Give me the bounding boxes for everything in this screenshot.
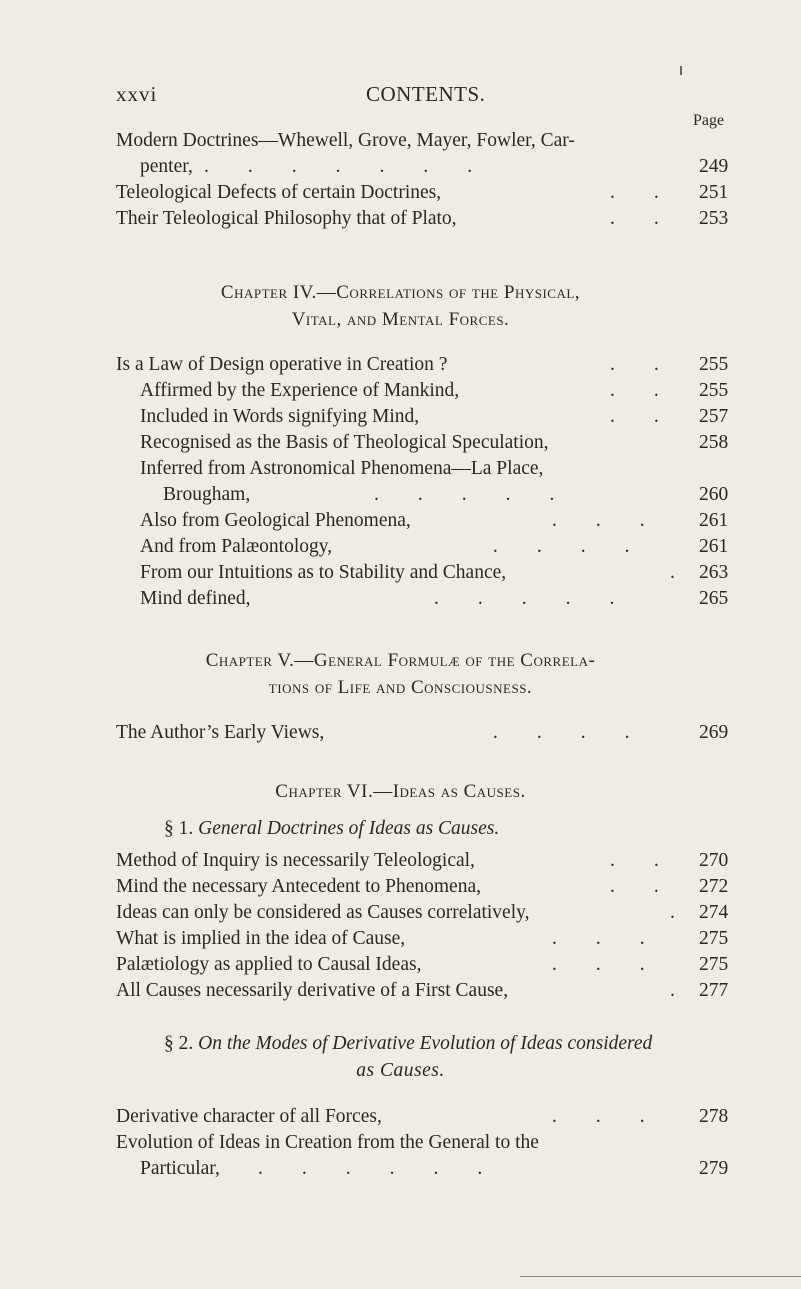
- entry-leader: . .: [610, 850, 659, 871]
- toc-entry: [0, 1132, 801, 1158]
- entry-text: Teleological Defects of certain Doctrines,: [116, 182, 442, 203]
- entry-page: 270: [699, 850, 729, 871]
- entry-text: Evolution of Ideas in Creation from the General to the: [116, 1132, 539, 1153]
- toc-entry: [0, 432, 801, 458]
- toc-entry: [0, 380, 801, 406]
- entry-text: Inferred from Astronomical Phenomena—La Place,: [140, 458, 544, 479]
- entry-text: Also from Geological Phenomena,: [140, 510, 411, 531]
- entry-page: 278: [699, 1106, 729, 1127]
- entry-page: 261: [699, 536, 729, 557]
- entry-text: Their Teleological Philosophy that of Plato,: [116, 208, 457, 229]
- entry-text: The Author’s Early Views,: [116, 722, 325, 743]
- entry-text: Particular,: [140, 1158, 220, 1179]
- entry-page: 249: [699, 156, 729, 177]
- section-title: On the Modes of Derivative Evolution of Ideas considered: [198, 1033, 653, 1054]
- toc-entry: [0, 354, 801, 380]
- chapter-heading: Chapter VI.—Ideas as Causes.: [275, 781, 526, 802]
- entry-leader: . . . .: [493, 722, 630, 743]
- page-number: xxvi: [116, 82, 158, 106]
- entry-page: 255: [699, 380, 729, 401]
- entry-page: 265: [699, 588, 729, 609]
- entry-leader: . . . .: [493, 536, 630, 557]
- entry-page: 263: [699, 562, 729, 583]
- toc-entry: [0, 458, 801, 484]
- entry-leader: . . . . .: [374, 484, 555, 505]
- page-column-label: Page: [693, 112, 725, 129]
- entry-text: Recognised as the Basis of Theological Speculation,: [140, 432, 549, 453]
- section-title: General Doctrines of Ideas as Causes.: [198, 818, 500, 839]
- section-title-continued: as Causes.: [356, 1060, 445, 1081]
- entry-text: What is implied in the idea of Cause,: [116, 928, 406, 949]
- toc-entry: [0, 1158, 801, 1184]
- entry-leader: . .: [610, 354, 659, 375]
- entry-page: 272: [699, 876, 729, 897]
- toc-entry: [0, 130, 801, 156]
- entry-page: 277: [699, 980, 729, 1001]
- entry-leader: . . .: [552, 510, 645, 531]
- entry-page: 255: [699, 354, 729, 375]
- entry-page: 275: [699, 928, 729, 949]
- toc-entry: [0, 182, 801, 208]
- entry-leader: . .: [610, 380, 659, 401]
- entry-leader: . . . . .: [434, 588, 615, 609]
- entry-leader: . .: [610, 208, 659, 229]
- entry-text: Included in Words signifying Mind,: [140, 406, 420, 427]
- entry-text: All Causes necessarily derivative of a First Cause,: [116, 980, 509, 1001]
- entry-leader: . .: [610, 182, 659, 203]
- toc-entry: [0, 208, 801, 234]
- toc-entry: [0, 954, 801, 980]
- entry-leader: . . . . . .: [258, 1158, 483, 1179]
- page-heading: CONTENTS.: [366, 82, 486, 106]
- chapter-heading: tions of Life and Consciousness.: [268, 677, 533, 698]
- page-edge-line: [520, 1276, 801, 1277]
- toc-entry: [0, 510, 801, 536]
- entry-text: Brougham,: [163, 484, 251, 505]
- entry-leader: . .: [610, 406, 659, 427]
- entry-text: Is a Law of Design operative in Creation ?: [116, 354, 448, 375]
- toc-entry: [0, 928, 801, 954]
- toc-entry: [0, 536, 801, 562]
- toc-entry: [0, 562, 801, 588]
- entry-text: Method of Inquiry is necessarily Teleological,: [116, 850, 475, 871]
- entry-leader: .: [670, 562, 675, 583]
- entry-text: Ideas can only be considered as Causes correlatively,: [116, 902, 530, 923]
- entry-leader: . . .: [552, 954, 645, 975]
- toc-entry: [0, 980, 801, 1006]
- entry-text: Modern Doctrines—Whewell, Grove, Mayer, Fowler, Car-: [116, 130, 575, 151]
- entry-leader: . . .: [552, 928, 645, 949]
- section-heading: [164, 818, 499, 840]
- toc-entry: [0, 156, 801, 182]
- entry-text: Affirmed by the Experience of Mankind,: [140, 380, 460, 401]
- entry-text: penter,: [140, 156, 193, 177]
- entry-text: Palætiology as applied to Causal Ideas,: [116, 954, 422, 975]
- chapter-heading: Vital, and Mental Forces.: [291, 309, 510, 330]
- chapter-heading: Chapter IV.—Correlations of the Physical,: [220, 282, 581, 303]
- entry-leader: . .: [610, 876, 659, 897]
- entry-page: 269: [699, 722, 729, 743]
- entry-page: 260: [699, 484, 729, 505]
- entry-page: 274: [699, 902, 729, 923]
- toc-entry: [0, 902, 801, 928]
- chapter-heading: Chapter V.—General Formulæ of the Correla-: [205, 650, 596, 671]
- toc-entry: [0, 722, 801, 748]
- entry-leader: . . . . . . .: [204, 156, 473, 177]
- entry-page: 275: [699, 954, 729, 975]
- entry-text: Mind defined,: [140, 588, 251, 609]
- entry-page: 279: [699, 1158, 729, 1179]
- section-number: § 2.: [164, 1033, 194, 1054]
- entry-text: Derivative character of all Forces,: [116, 1106, 382, 1127]
- toc-entry: [0, 588, 801, 614]
- page-mark: [680, 66, 682, 75]
- entry-text: And from Palæontology,: [140, 536, 333, 557]
- entry-leader: .: [670, 902, 675, 923]
- section-heading: [164, 1033, 652, 1055]
- toc-entry: [0, 876, 801, 902]
- entry-page: 253: [699, 208, 729, 229]
- entry-text: Mind the necessary Antecedent to Phenomena,: [116, 876, 481, 897]
- toc-entry: [0, 850, 801, 876]
- entry-page: 251: [699, 182, 729, 203]
- entry-page: 258: [699, 432, 729, 453]
- entry-leader: .: [670, 980, 675, 1001]
- toc-entry: [0, 406, 801, 432]
- toc-entry: [0, 484, 801, 510]
- entry-page: 257: [699, 406, 729, 427]
- section-number: § 1.: [164, 818, 194, 839]
- entry-text: From our Intuitions as to Stability and Chance,: [140, 562, 507, 583]
- toc-entry: [0, 1106, 801, 1132]
- entry-page: 261: [699, 510, 729, 531]
- entry-leader: . . .: [552, 1106, 645, 1127]
